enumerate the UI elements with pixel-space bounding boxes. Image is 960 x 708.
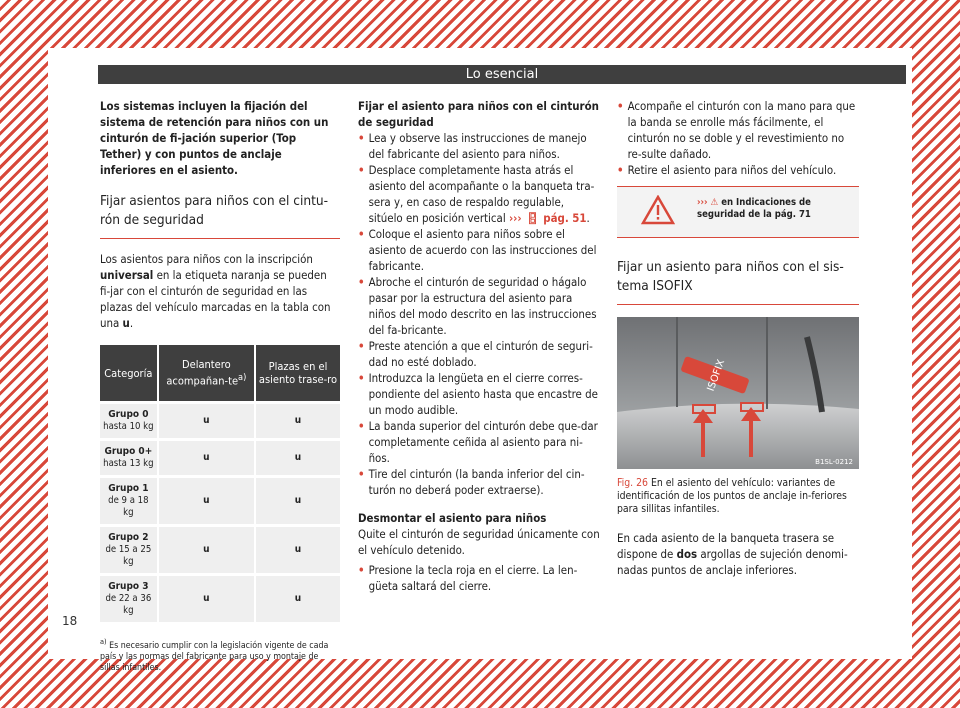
table-row <box>100 403 340 440</box>
front-cell: u <box>158 403 255 440</box>
warning-ref-link[interactable]: ››› ⚠ en Indicaciones de seguridad de la pág. 71 <box>697 197 811 220</box>
table-row <box>100 526 340 575</box>
group-cell: Grupo 3 de 22 a 36 kg <box>100 575 158 623</box>
column-right <box>617 98 859 578</box>
rear-cell: u <box>255 403 340 440</box>
page-ref-link[interactable]: ››› 🚪︎ pág. 51 <box>508 211 587 225</box>
table-row <box>100 477 340 526</box>
isofix-seat-photo <box>617 317 859 469</box>
svg-text:ISOFIX: ISOFIX <box>705 358 728 393</box>
seat-icon: 🚪︎ <box>525 211 540 225</box>
list-item: • Introduzca la lengüeta en el cierre corres-pondiente del asiento hasta que encastre de un modo audible. <box>358 371 598 417</box>
column-middle <box>358 98 600 594</box>
group-cell: Grupo 1 de 9 a 18 kg <box>100 477 158 526</box>
section-title-belt: Fijar asientos para niños con el cintu-rón de seguridad <box>100 192 340 239</box>
seat-group-table <box>100 345 340 622</box>
small-warning-icon: ⚠ <box>710 197 719 208</box>
front-cell: u <box>158 440 255 477</box>
list-item: • Lea y observe las instrucciones de manejo del fabricante del asiento para niños. <box>358 131 587 161</box>
list-item: • Desplace completamente hasta atrás el asiento del acompañante o la banqueta tra-sera y, en caso de respaldo regulable, sitúelo en posición vertical ››› 🚪︎ pág. 51. <box>358 163 595 225</box>
list-item: • La banda superior del cinturón debe que-dar completamente ceñida al asiento para ni-ños. <box>358 419 598 465</box>
figure-caption: Fig. 26 En el asiento del vehículo: variantes de identificación de los puntos de anclaje in-feriores para sillitas infantiles. <box>617 477 847 515</box>
page-header: Lo esencial <box>98 65 906 84</box>
rear-cell: u <box>255 477 340 526</box>
group-cell: Grupo 0+ hasta 13 kg <box>100 440 158 477</box>
page-number: 18 <box>62 614 78 628</box>
front-cell: u <box>158 526 255 575</box>
front-cell: u <box>158 575 255 623</box>
warning-box <box>617 186 859 238</box>
list-item: • Preste atención a que el cinturón de seguri-dad no esté doblado. <box>358 339 593 369</box>
list-item: • Abroche el cinturón de seguridad o hágalo pasar por la estructura del asiento para niños del modo descrito en las instrucciones del fa-bricante. <box>358 275 597 337</box>
table-row <box>100 440 340 477</box>
universal-paragraph: Los asientos para niños con la inscripción universal en la etiqueta naranja se pueden fi-jar con el cinturón de seguridad en las plazas del vehículo marcadas en la tabla con una u. <box>100 252 331 330</box>
header-front: Delantero acompañan-$te^{a)}$ <box>158 345 255 403</box>
remove-paragraph: Quite el cinturón de seguridad únicamente con el vehículo detenido. <box>358 527 600 557</box>
front-cell: u <box>158 477 255 526</box>
rear-cell: u <box>255 575 340 623</box>
list-item: • Presione la tecla roja en el cierre. La len-güeta saltará del cierre. <box>358 563 578 593</box>
column-left <box>100 98 340 674</box>
list-item: • Coloque el asiento para niños sobre el asiento de acuerdo con las instrucciones del fabricante. <box>358 227 597 273</box>
manual-page <box>48 48 912 673</box>
section-title-isofix: Fijar un asiento para niños con el sis-tema ISOFIX <box>617 258 859 305</box>
group-cell: Grupo 2 de 15 a 25 kg <box>100 526 158 575</box>
table-row <box>100 575 340 623</box>
belt-heading: Fijar el asiento para niños con el cinturón de seguridad <box>358 99 599 129</box>
group-cell: Grupo 0 hasta 10 kg <box>100 403 158 440</box>
header-rear: Plazas en el asiento trase-ro <box>255 345 340 403</box>
seat-illustration <box>617 317 859 469</box>
list-item: • Tire del cinturón (la banda inferior del cin-turón no deberá poder extraerse). <box>358 467 585 497</box>
list-item: • Retire el asiento para niños del vehículo. <box>617 163 837 177</box>
table-header-row <box>100 345 340 403</box>
photo-code: B1SL-0212 <box>815 458 853 466</box>
header-category: Categoría <box>100 345 158 403</box>
remove-heading: Desmontar el asiento para niños <box>358 511 547 525</box>
rear-cell: u <box>255 440 340 477</box>
list-item: • Acompañe el cinturón con la mano para que la banda se enrolle más fácilmente, el cinturón no se doble y el revestimiento no re-sulte dañado. <box>617 99 856 161</box>
warning-triangle-icon <box>641 195 675 225</box>
intro-text: Los sistemas incluyen la fijación del sistema de retención para niños con un cinturón de fi-jación superior (Top Tether) y con puntos de anclaje inferiores en el asiento. <box>100 99 329 177</box>
footnote: $^{a)}$ Es necesario cumplir con la legislación vigente de cada país y las normas del fabricante para uso y montaje de sillas infantiles. <box>100 637 329 673</box>
rear-cell: u <box>255 526 340 575</box>
isofix-paragraph: En cada asiento de la banqueta trasera se dispone de dos argollas de sujeción denomi-nadas puntos de anclaje inferiores. <box>617 531 848 577</box>
